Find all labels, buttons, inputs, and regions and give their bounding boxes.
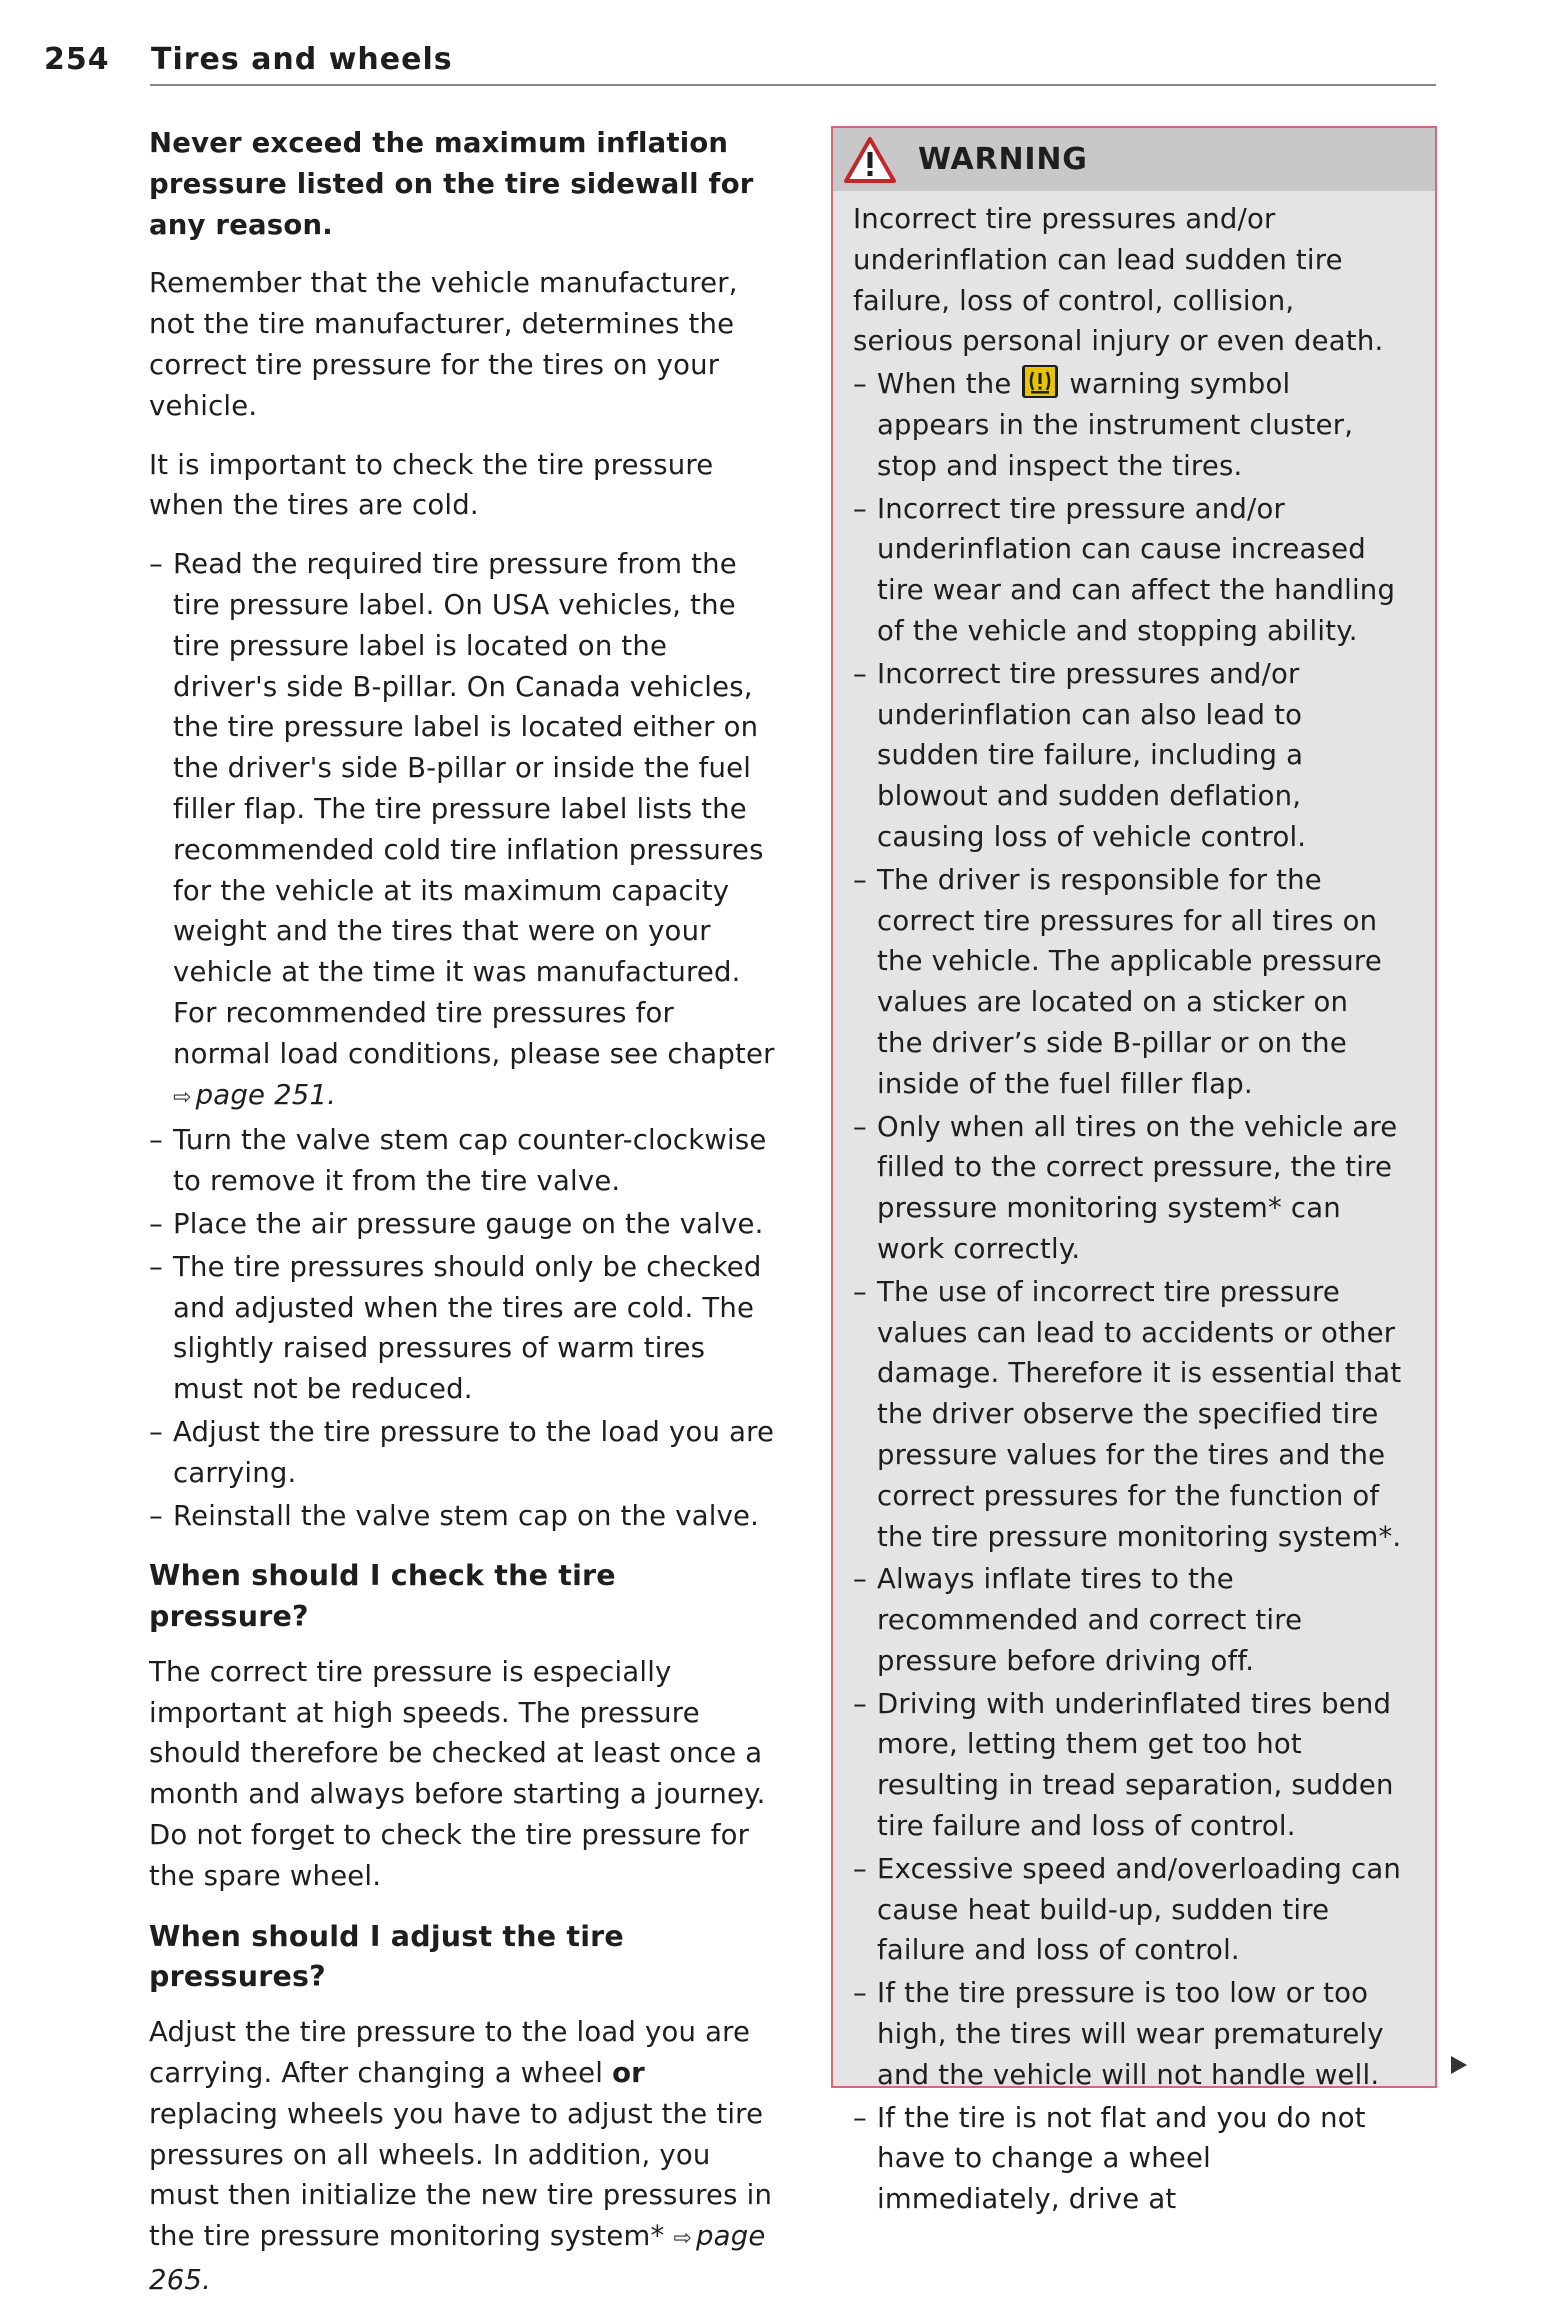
page-ref-arrow-icon: ⇨ [673, 2226, 693, 2252]
lead-paragraph: Never exceed the maximum inflation pressure listed on the tire sidewall for any reason. [149, 127, 754, 241]
list-item: – Place the air pressure gauge on the valve. [149, 1204, 779, 1245]
list-item: – Read the required tire pressure from the tire pressure label. On USA vehicles, the tire pressure label is located on the driver's side B-pillar. On Canada vehicles, the tire pressure label is located either on the driver's side B-pillar or inside the fuel filler flap. The tire pressure label lists the recommended cold tire inflation pressures for the vehicle at its maximum capacity weight and the tires that were on your vehicle at the time it was manufactured. For recommended tire pressures for normal load conditions, please see chapter ⇨ page 251. [149, 544, 779, 1118]
check-paragraph: The correct tire pressure is especially important at high speeds. The pressure should therefore be checked at least once a month and always before starting a journey. Do not forget to check the tire pressure for the spare wheel. [149, 1655, 766, 1892]
warning-box [831, 126, 1437, 2216]
adjust-paragraph: Adjust the tire pressure to the load you are carrying. After changing a wheel or replacing wheels you have to adjust the tire pressures on all wheels. In addition, you must then initialize the new tire pressures in the tire pressure monitoring system* ⇨ page 265. [149, 2016, 773, 2297]
header-rule [150, 84, 1436, 86]
warning-body [833, 191, 1418, 2220]
warning-triangle-icon [843, 136, 897, 184]
list-item: – Incorrect tire pressures and/or underinflation can also lead to sudden tire failure, including a blowout and sudden deflation, causing loss of vehicle control. [853, 654, 1402, 858]
list-item: – Turn the valve stem cap counter-clockwise to remove it from the tire valve. [149, 1120, 779, 1202]
page-ref-arrow-icon: ⇨ [173, 1084, 192, 1110]
section-title: Tires and wheels [151, 42, 453, 77]
left-column [149, 123, 779, 2319]
manufacturer-paragraph: Remember that the vehicle manufacturer, not the tire manufacturer, determines the correct tire pressure for the tires on your vehicle. [149, 267, 738, 422]
warning-header [833, 128, 1435, 191]
list-item: – Adjust the tire pressure to the load you are carrying. [149, 1412, 779, 1494]
warning-intro: Incorrect tire pressures and/or underinflation can lead sudden tire failure, loss of control, collision, serious personal injury or even death. [853, 203, 1384, 358]
list-item: – Only when all tires on the vehicle are filled to the correct pressure, the tire pressure monitoring system* can work correctly. [853, 1107, 1402, 1270]
list-item: – Driving with underinflated tires bend more, letting them get too hot resulting in tread separation, sudden tire failure and loss of control. [853, 1684, 1402, 1847]
list-item: – Incorrect tire pressure and/or underinflation can cause increased tire wear and can affect the handling of the vehicle and stopping ability. [853, 489, 1402, 652]
page-number: 254 [44, 42, 110, 77]
list-item: – The use of incorrect tire pressure values can lead to accidents or other damage. Therefore it is essential that the driver observe the specified tire pressure values for the tires and the correct pressures for the function of the tire pressure monitoring system*. [853, 1272, 1402, 1558]
list-item: – Excessive speed and/overloading can cause heat build-up, sudden tire failure and loss of control. [853, 1849, 1402, 1971]
list-item: – If the tire pressure is too low or too high, the tires will wear prematurely and the vehicle will not handle well. [853, 1973, 1402, 2095]
continue-arrow-icon[interactable] [1449, 2054, 1469, 2076]
heading-when-check: When should I check the tire pressure? [149, 1559, 616, 1634]
list-item: – The driver is responsible for the correct tire pressures for all tires on the vehicle. The applicable pressure values are located on a sticker on the driver’s side B-pillar or on the inside of the fuel filler flap. [853, 860, 1402, 1105]
page-header [44, 38, 1436, 86]
list-item: – The tire pressures should only be checked and adjusted when the tires are cold. The slightly raised pressures of warm tires must not be reduced. [149, 1247, 779, 1410]
list-item: – When the warning symbol appears in the instrument cluster, stop and inspect the tires. [853, 364, 1402, 486]
list-item: – If the tire is not flat and you do not have to change a wheel immediately, drive at [853, 2098, 1402, 2220]
list-item: – Reinstall the valve stem cap on the valve. [149, 1496, 779, 1537]
page-ref-link[interactable]: page 251 [195, 1078, 328, 1111]
warning-list [853, 364, 1402, 2220]
page-ref-link[interactable]: page 265 [149, 2220, 766, 2297]
tpms-warning-icon [1022, 365, 1058, 398]
warning-title: WARNING [918, 142, 1088, 177]
cold-check-paragraph: It is important to check the tire pressure when the tires are cold. [149, 448, 714, 522]
list-item: – Always inflate tires to the recommended and correct tire pressure before driving off. [853, 1559, 1402, 1681]
heading-when-adjust: When should I adjust the tire pressures? [149, 1919, 624, 1994]
step-list [149, 544, 779, 1536]
